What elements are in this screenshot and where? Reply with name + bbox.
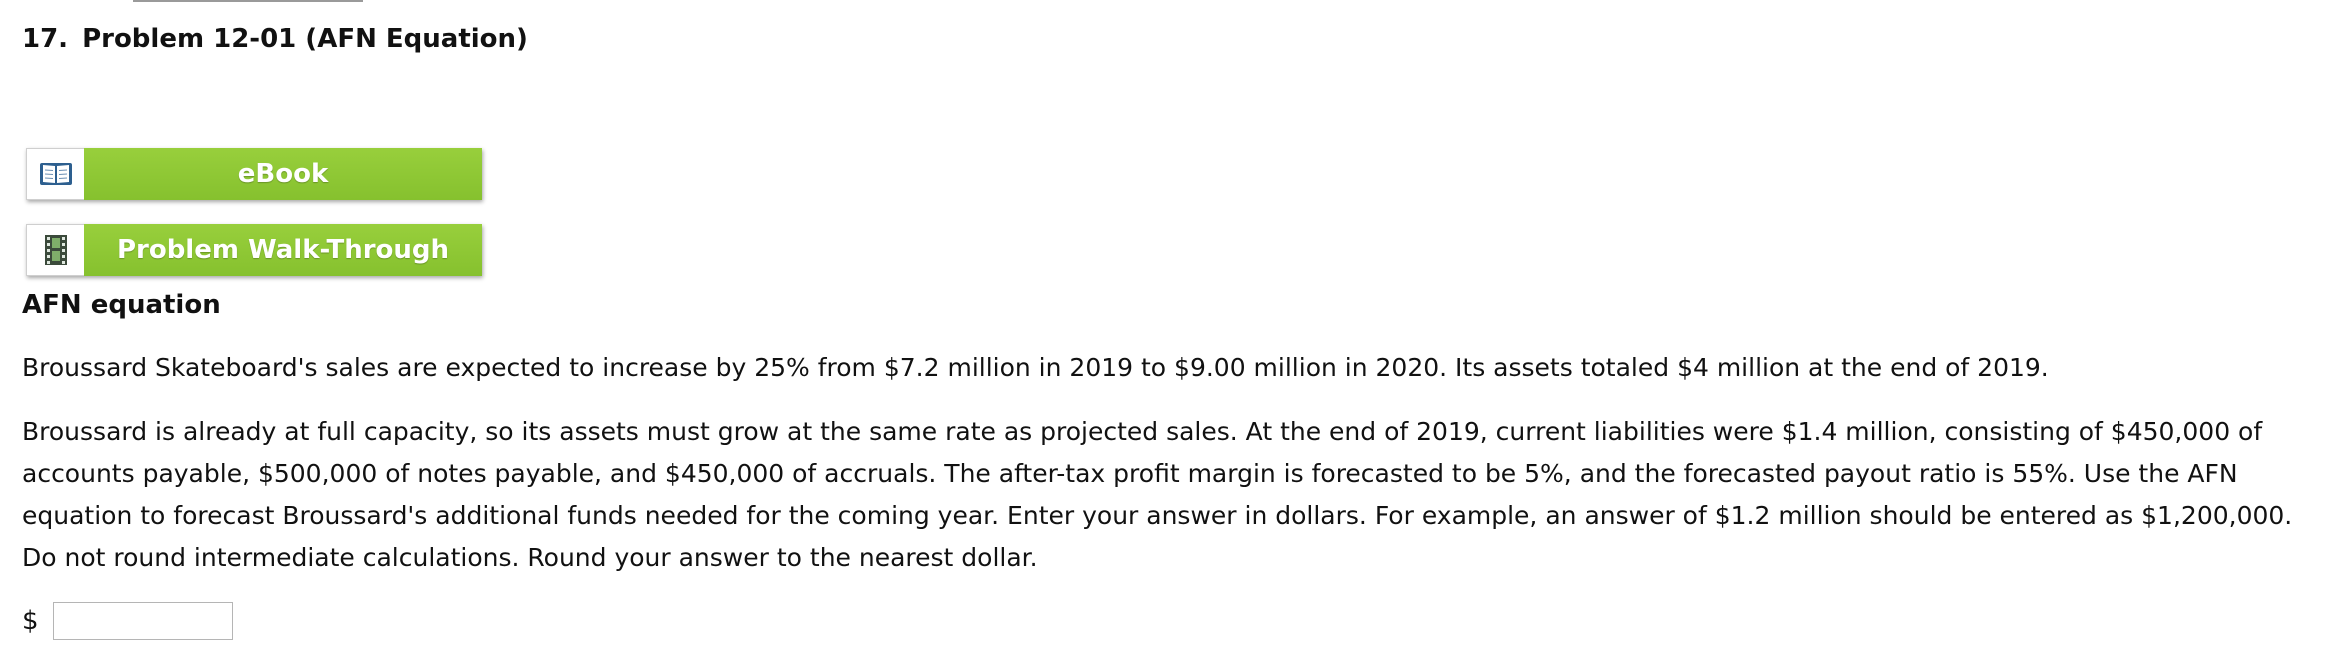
problem-paragraph-2: Broussard is already at full capacity, so its assets must grow at the same rate as projected sales. At the end of 2019, current liabilities were $1.4 million, consisting of $450,000 of accounts payable, $500,000 of notes payable, and $450,000 of accruals. The after-tax profit margin is forecasted to be 5%, and the forecasted payout ratio is 55%. Use the AFN equation to forecast Broussard's additional funds needed for the coming year. Enter your answer in dollars. For example, an answer of $1.2 million should be entered as $1,200,000. Do not round intermediate calculations. Round your answer to the nearest dollar.	[22, 417, 2293, 572]
top-divider	[133, 0, 363, 2]
ebook-button-label: eBook	[84, 148, 482, 200]
ebook-button[interactable]	[26, 148, 482, 200]
film-icon	[26, 224, 84, 276]
answer-input[interactable]	[53, 602, 233, 640]
answer-row	[22, 602, 233, 640]
question-title	[22, 24, 528, 54]
problem-walkthrough-button-label: Problem Walk-Through	[84, 224, 482, 276]
problem-walkthrough-button[interactable]	[26, 224, 482, 276]
book-icon	[26, 148, 84, 200]
question-title-text: Problem 12-01 (AFN Equation)	[82, 24, 528, 54]
problem-paragraph-1: Broussard Skateboard's sales are expected to increase by 25% from $7.2 million in 2019 to $9.00 million in 2020. Its assets totaled $4 million at the end of 2019.	[22, 353, 2049, 382]
question-number: 17.	[22, 24, 69, 54]
currency-symbol: $	[22, 606, 39, 636]
section-heading: AFN equation	[22, 290, 221, 320]
